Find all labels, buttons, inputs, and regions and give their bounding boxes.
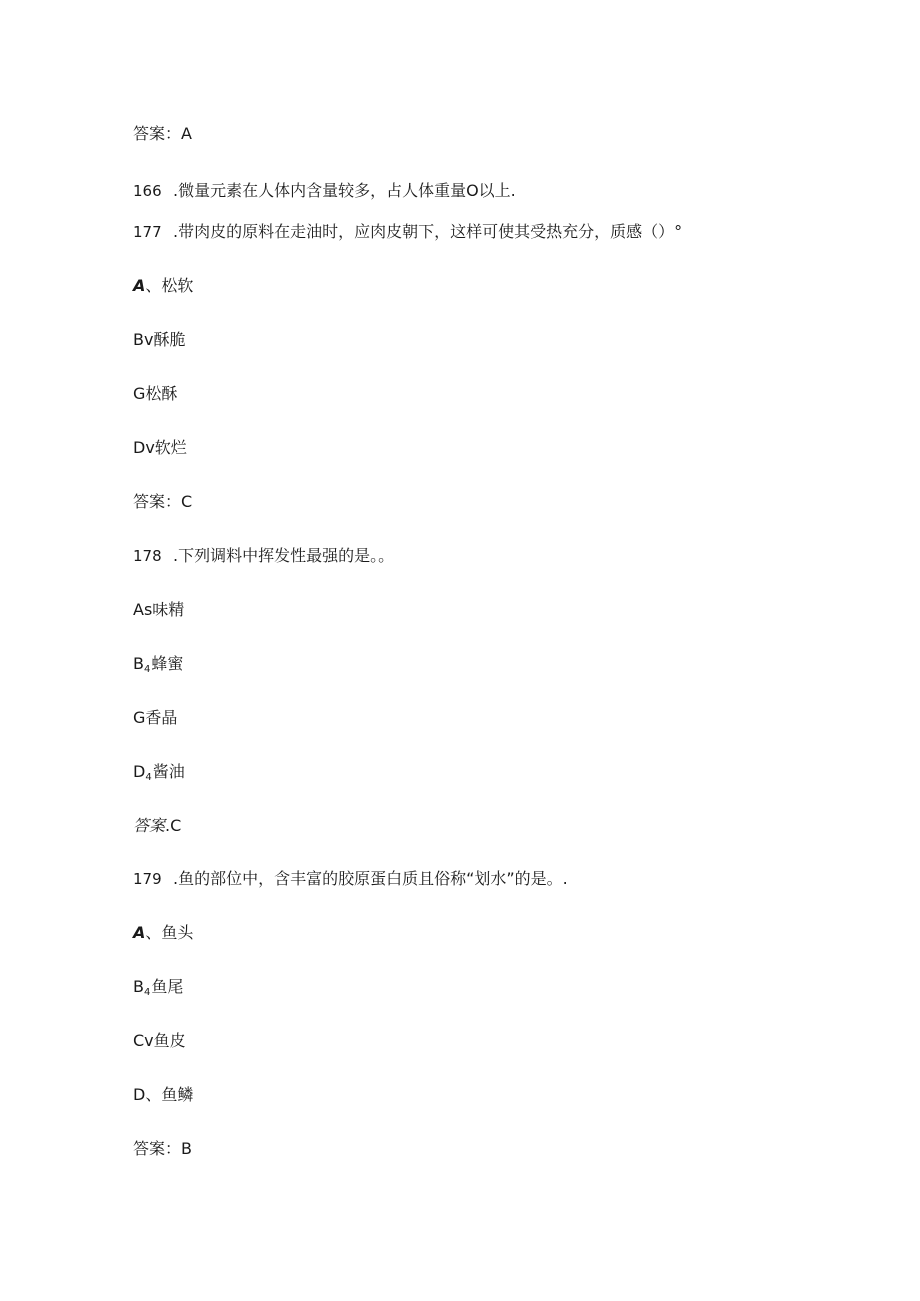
option-text: G松酥 [133, 384, 178, 403]
option-letter: B [133, 654, 144, 673]
option-d [133, 437, 187, 459]
question-text: .鱼的部位中，含丰富的胶原蛋白质且俗称“划水”的是。. [173, 869, 568, 888]
option-text: D、鱼鳞 [133, 1085, 194, 1104]
question-178 [133, 545, 394, 567]
question-166 [133, 180, 516, 202]
answer-text: 答案：B [133, 1139, 192, 1158]
option-text: As味精 [133, 600, 185, 619]
option-d [133, 761, 185, 789]
answer-text: 答案：C [133, 492, 193, 511]
option-subscript: 4 [145, 772, 152, 783]
question-177 [133, 221, 682, 243]
option-letter: D [133, 762, 146, 781]
option-c [133, 707, 177, 729]
option-b [133, 976, 183, 1004]
option-text: Dv软烂 [133, 438, 187, 457]
answer-value: .C [165, 816, 182, 835]
question-text: .带肉皮的原料在走油时，应肉皮朝下，这样可使其受热充分，质感（）° [173, 222, 683, 241]
option-text: 、松软 [145, 276, 194, 295]
question-number: 179 [133, 870, 162, 888]
answer-text: 答案：A [133, 124, 192, 143]
answer-line [133, 815, 181, 837]
option-letter: A [133, 923, 146, 942]
option-a [133, 599, 184, 621]
question-number: 177 [133, 223, 162, 241]
question-number: 178 [133, 547, 162, 565]
option-b [133, 329, 185, 351]
option-d [133, 1084, 193, 1106]
question-text: .微量元素在人体内含量较多，占人体重量O以上. [173, 181, 516, 200]
answer-line [133, 1138, 192, 1160]
option-text: Bv酥脆 [133, 330, 186, 349]
option-text: 鱼尾 [151, 977, 184, 996]
option-text: Cv鱼皮 [133, 1031, 186, 1050]
option-letter: A [133, 276, 146, 295]
option-a [133, 275, 193, 297]
option-c [133, 1030, 186, 1052]
option-text: 、鱼头 [145, 923, 194, 942]
option-text: G香晶 [133, 708, 178, 727]
question-text: .下列调料中挥发性最强的是。。 [173, 546, 395, 565]
answer-line [133, 491, 192, 513]
question-179 [133, 868, 568, 890]
question-number: 166 [133, 182, 162, 200]
option-a [133, 922, 193, 944]
option-c [133, 383, 177, 405]
option-text: 蜂蜜 [151, 654, 184, 673]
option-subscript: 4 [143, 987, 151, 998]
option-subscript: 4 [143, 664, 151, 675]
answer-label: 答案 [133, 816, 166, 835]
option-b [133, 653, 183, 681]
option-text: 酱油 [152, 762, 185, 781]
option-letter: B [133, 977, 144, 996]
answer-line [133, 123, 192, 145]
